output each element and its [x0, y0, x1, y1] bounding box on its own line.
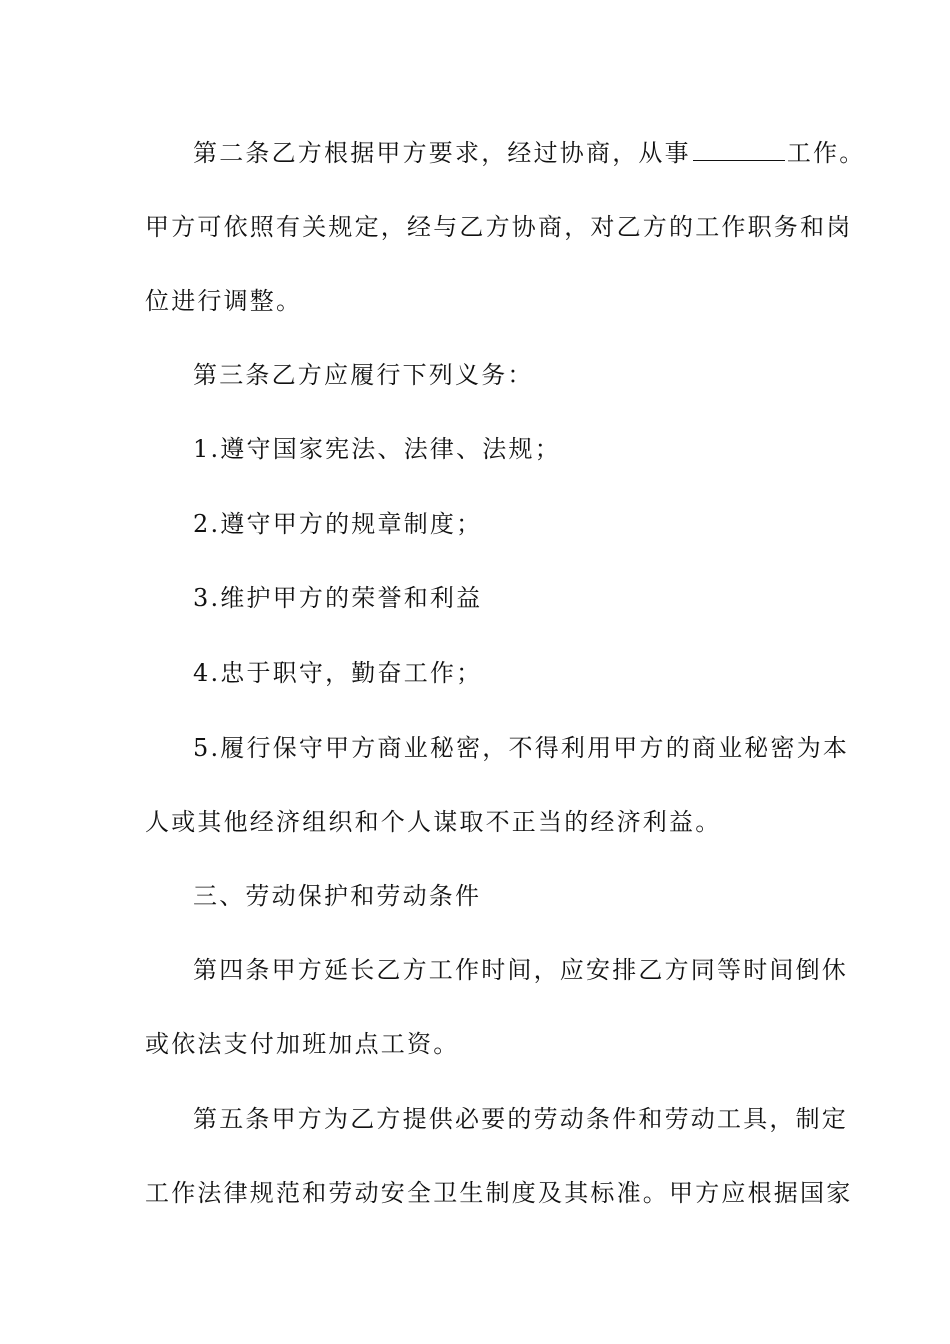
duty-item-3: 3.维护甲方的荣誉和利益	[193, 584, 483, 612]
article-2-line-2: 甲方可依照有关规定，经与乙方协商，对乙方的工作职务和岗	[145, 213, 853, 241]
duty-item-2: 2.遵守甲方的规章制度；	[193, 510, 483, 538]
article-3-title: 第三条乙方应履行下列义务：	[193, 361, 534, 389]
fill-in-blank	[693, 138, 785, 161]
article-5-line-1: 第五条甲方为乙方提供必要的劳动条件和劳动工具，制定	[193, 1105, 848, 1133]
section-3-heading: 三、劳动保护和劳动条件	[193, 882, 482, 910]
duty-item-4: 4.忠于职守，勤奋工作；	[193, 659, 483, 687]
article-2-text-after-blank: 工作。	[786, 139, 866, 167]
duty-item-5-line-1: 5.履行保守甲方商业秘密，不得利用甲方的商业秘密为本	[193, 734, 850, 762]
article-2-line-1	[193, 136, 865, 170]
article-5-line-2: 工作法律规范和劳动安全卫生制度及其标准。甲方应根据国家	[145, 1179, 853, 1207]
duty-item-1: 1.遵守国家宪法、法律、法规；	[193, 435, 561, 463]
article-4-line-2: 或依法支付加班加点工资。	[145, 1030, 460, 1058]
duty-item-5-line-2: 人或其他经济组织和个人谋取不正当的经济利益。	[145, 808, 722, 836]
article-2-text-before-blank: 第二条乙方根据甲方要求，经过协商，从事	[193, 139, 691, 167]
article-2-line-3: 位进行调整。	[145, 287, 303, 315]
article-4-line-1: 第四条甲方延长乙方工作时间，应安排乙方同等时间倒休	[193, 956, 848, 984]
